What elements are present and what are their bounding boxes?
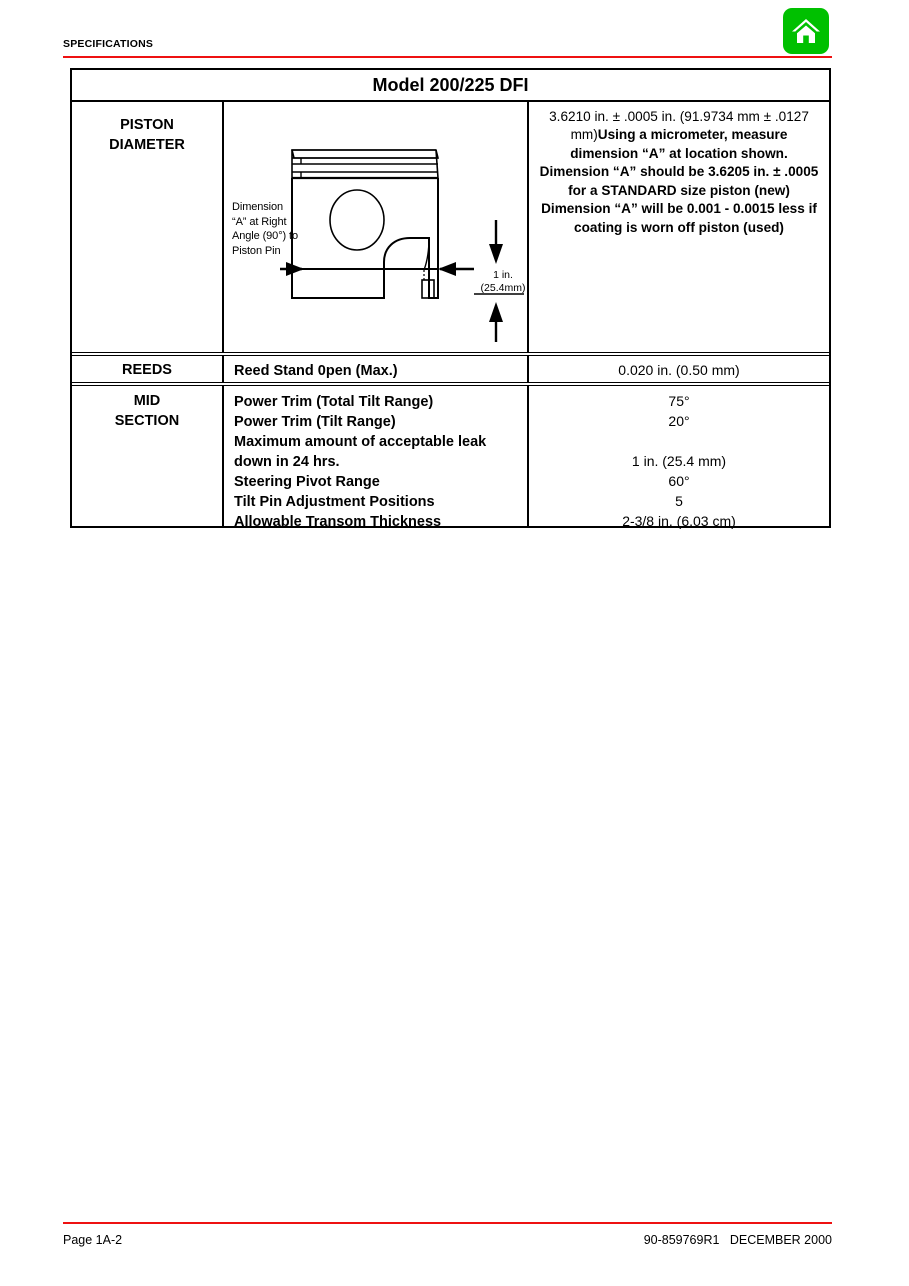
spec-name: Maximum amount of acceptable leak [234, 434, 487, 450]
row-label-reeds: REEDS [72, 356, 224, 382]
footer-rule [63, 1222, 832, 1224]
table-row [72, 102, 829, 352]
reeds-spec-name: Reed Stand 0pen (Max.) [224, 356, 529, 382]
row-label-line1: PISTON [120, 117, 174, 133]
table-title: Model 200/225 DFI [372, 74, 529, 95]
piston-figure-cell [224, 102, 529, 352]
reeds-spec-value: 0.020 in. (0.50 mm) [618, 362, 740, 378]
spec-name: Tilt Pin Adjustment Positions [234, 494, 435, 510]
dimension-value-line2: (25.4mm) [480, 281, 526, 294]
home-icon [790, 15, 822, 47]
spec-name: Power Trim (Tilt Range) [234, 414, 396, 430]
row-label-mid-section [72, 386, 224, 526]
piston-distance-callout [477, 269, 529, 294]
piston-diameter-value-cell [529, 102, 829, 352]
piston-diameter-value: 3.6210 in. ± .0005 in. (91.9734 mm ± .0127 mm) [549, 109, 809, 143]
table-row [72, 352, 829, 382]
specifications-table [70, 68, 831, 528]
table-title-row [72, 70, 829, 102]
spec-value: 60° [668, 473, 690, 489]
row-label-line2: SECTION [114, 412, 180, 429]
home-button[interactable] [783, 8, 829, 54]
mid-section-spec-values [529, 386, 829, 529]
table-row [72, 382, 829, 530]
spec-value [529, 432, 829, 452]
piston-dimension-callout: Dimension “A” at Right Angle (90°) to Piston Pin [232, 201, 298, 257]
piston-measurement-instructions: Using a micrometer, measure dimension “A” at location shown. Dimension “A” should be 3.6205 in. ± .0005 for a STANDARD size piston (new) Dimension “A” will be 0.001 - 0.0015 less if coating is worn off piston (used) [539, 127, 819, 235]
spec-value: 1 in. (25.4 mm) [631, 453, 727, 469]
row-label-line2: DIAMETER [109, 136, 185, 153]
row-label-line1: MID [133, 393, 161, 409]
spec-name: Power Trim (Total Tilt Range) [234, 394, 434, 410]
header-rule [63, 56, 832, 58]
spec-value: 5 [675, 493, 683, 509]
footer-document-id: 90-859769R1 DECEMBER 2000 [643, 1233, 832, 1247]
spec-value: 75° [668, 393, 690, 409]
mid-section-spec-names [224, 386, 529, 530]
row-label-piston-diameter [72, 102, 224, 352]
section-label: SPECIFICATIONS [63, 38, 154, 50]
footer-page-number: Page 1A-2 [63, 1233, 123, 1247]
spec-value: 20° [668, 413, 690, 429]
spec-name: Steering Pivot Range [234, 474, 380, 490]
page-header [0, 0, 909, 66]
spec-value: 2-3/8 in. (6.03 cm) [622, 513, 736, 529]
dimension-value-line1: 1 in. [493, 269, 513, 281]
spec-name: down in 24 hrs. [234, 454, 340, 470]
spec-name: Allowable Transom Thickness [234, 514, 442, 530]
